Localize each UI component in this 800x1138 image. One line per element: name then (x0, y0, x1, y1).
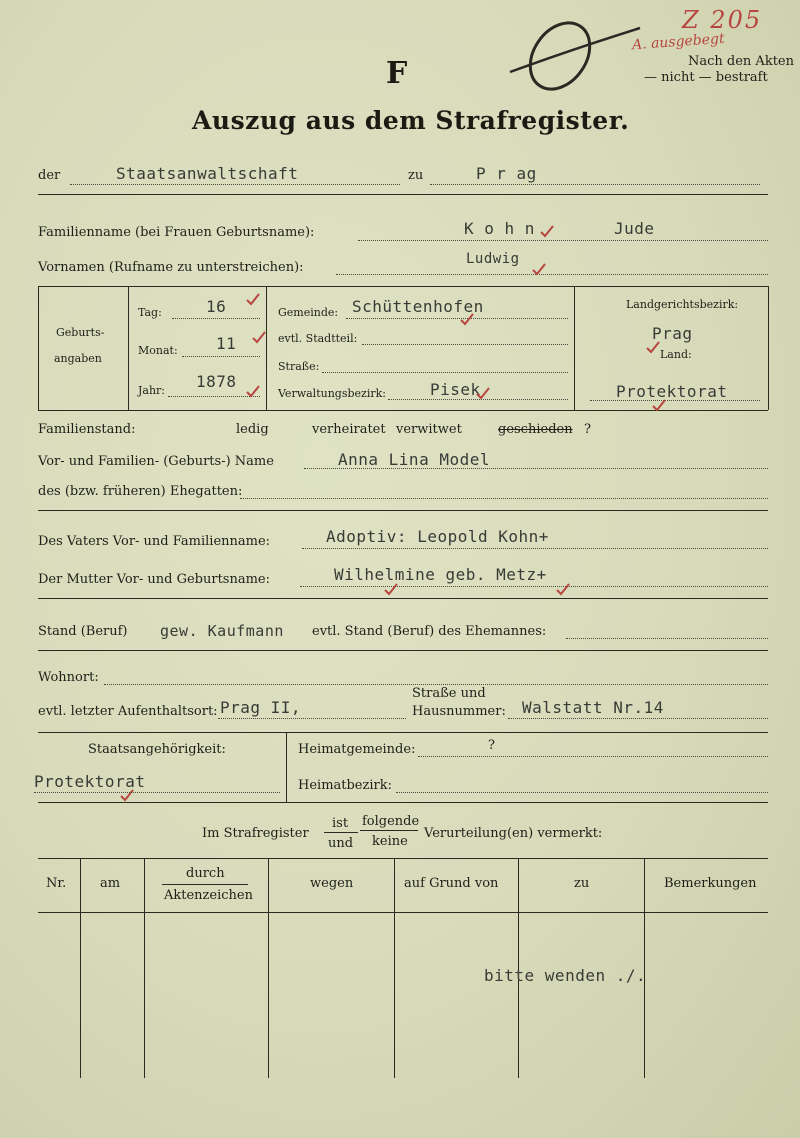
jahr-label: Jahr: (138, 384, 166, 397)
spouse-label-1: Vor- und Familien- (Geburts-) Name (38, 454, 274, 469)
check-icon (532, 262, 546, 276)
landgericht-label: Landgerichtsbezirk: (626, 298, 739, 311)
strasse-value: Walstatt Nr.14 (522, 698, 664, 717)
verwitwet-option: verwitwet (396, 422, 462, 437)
der-label: der (38, 168, 61, 183)
angaben-label: angaben (54, 352, 102, 365)
top-reference: Z 205 (682, 6, 763, 34)
vater-value: Adoptiv: Leopold Kohn+ (326, 527, 549, 546)
aufenthalt-value: Prag II, (220, 698, 302, 717)
aufenthalt-label: evtl. letzter Aufenthaltsort: (38, 704, 218, 719)
vornamen-value: Ludwig (466, 251, 520, 267)
vater-label: Des Vaters Vor- und Familienname: (38, 534, 271, 549)
verheiratet-option: verheiratet (312, 422, 386, 437)
register-folgende: folgende (362, 814, 420, 829)
zero-scribble-icon (490, 10, 650, 100)
register-ist: ist (332, 816, 349, 831)
gemeinde-label: Gemeinde: (278, 306, 339, 319)
gemeinde-value: Schüttenhofen (352, 297, 484, 316)
check-icon (460, 312, 474, 326)
handwritten-note: A. ausgebegt (631, 30, 726, 54)
zu-label: zu (408, 168, 424, 183)
heimatbezirk-label: Heimatbezirk: (298, 778, 392, 793)
land-value: Protektorat (616, 382, 728, 401)
authority-value: Staatsanwaltschaft (116, 164, 299, 183)
check-icon (252, 330, 266, 344)
col-bemerkungen: Bemerkungen (664, 876, 757, 891)
col-aktenzeichen: Aktenzeichen (164, 888, 253, 903)
monat-value: 11 (216, 334, 237, 353)
page-title: Auszug aus dem Strafregister. (192, 106, 630, 135)
check-icon (246, 384, 260, 398)
register-intro: Im Strafregister (202, 826, 309, 841)
col-durch: durch (186, 866, 225, 881)
mutter-value: Wilhelmine geb. Metz+ (334, 565, 547, 584)
strasse-label-1: Straße und (412, 686, 486, 701)
status-question: ? (584, 422, 591, 437)
familienname-value: K o h n (464, 219, 535, 238)
check-icon (652, 398, 666, 412)
register-keine: keine (372, 834, 408, 849)
bitte-wenden: bitte wenden ./. (484, 966, 647, 985)
citizenship-label: Staatsangehörigkeit: (88, 742, 226, 757)
ledig-option: ledig (236, 422, 269, 437)
religion-value: Jude (614, 219, 655, 238)
ehemann-label: evtl. Stand (Beruf) des Ehemannes: (312, 624, 547, 639)
spouse-label-2: des (bzw. früheren) Ehegatten: (38, 484, 243, 499)
familienname-label: Familienname (bei Frauen Geburtsname): (38, 225, 315, 240)
monat-label: Monat: (138, 344, 178, 357)
check-icon (246, 292, 260, 306)
strasse-label-2: Hausnummer: (412, 704, 506, 719)
col-nr: Nr. (46, 876, 67, 891)
register-und: und (328, 836, 354, 851)
mutter-label: Der Mutter Vor- und Geburtsname: (38, 572, 271, 587)
stand-label: Stand (Beruf) (38, 624, 128, 639)
nicht-bestraft: — nicht — bestraft (644, 70, 768, 85)
jahr-value: 1878 (196, 372, 237, 391)
land-label: Land: (660, 348, 692, 361)
tag-label: Tag: (138, 306, 162, 319)
citizenship-value: Protektorat (34, 772, 146, 791)
geschieden-option: geschieden (498, 422, 573, 437)
col-am: am (100, 876, 121, 891)
spouse-value: Anna Lina Model (338, 450, 490, 469)
strasse-birth-label: Straße: (278, 360, 320, 373)
heimatgemeinde-value: ? (488, 738, 495, 753)
familienstand-label: Familienstand: (38, 422, 136, 437)
register-outro: Verurteilung(en) vermerkt: (424, 826, 603, 841)
tag-value: 16 (206, 297, 227, 316)
vornamen-label: Vornamen (Rufname zu unterstreichen): (38, 260, 304, 275)
col-zu: zu (574, 876, 590, 891)
check-icon (540, 224, 554, 238)
geburts-label: Geburts- (56, 326, 105, 339)
col-auf-grund: auf Grund von (404, 876, 499, 891)
form-letter: F (386, 56, 408, 91)
check-icon (120, 788, 134, 802)
landgericht-value: Prag (652, 324, 693, 343)
nach-den-akten: Nach den Akten (688, 54, 794, 69)
col-wegen: wegen (310, 876, 354, 891)
wohnort-label: Wohnort: (38, 670, 99, 685)
stadtteil-label: evtl. Stadtteil: (278, 332, 358, 345)
check-icon (476, 386, 490, 400)
verwaltung-value: Pisek (430, 380, 481, 399)
verwaltung-label: Verwaltungsbezirk: (278, 387, 386, 400)
heimatgemeinde-label: Heimatgemeinde: (298, 742, 416, 757)
check-icon (646, 340, 660, 354)
authority-place: P r ag (476, 164, 537, 183)
stand-value: gew. Kaufmann (160, 622, 284, 640)
check-icon (556, 582, 570, 596)
check-icon (384, 582, 398, 596)
